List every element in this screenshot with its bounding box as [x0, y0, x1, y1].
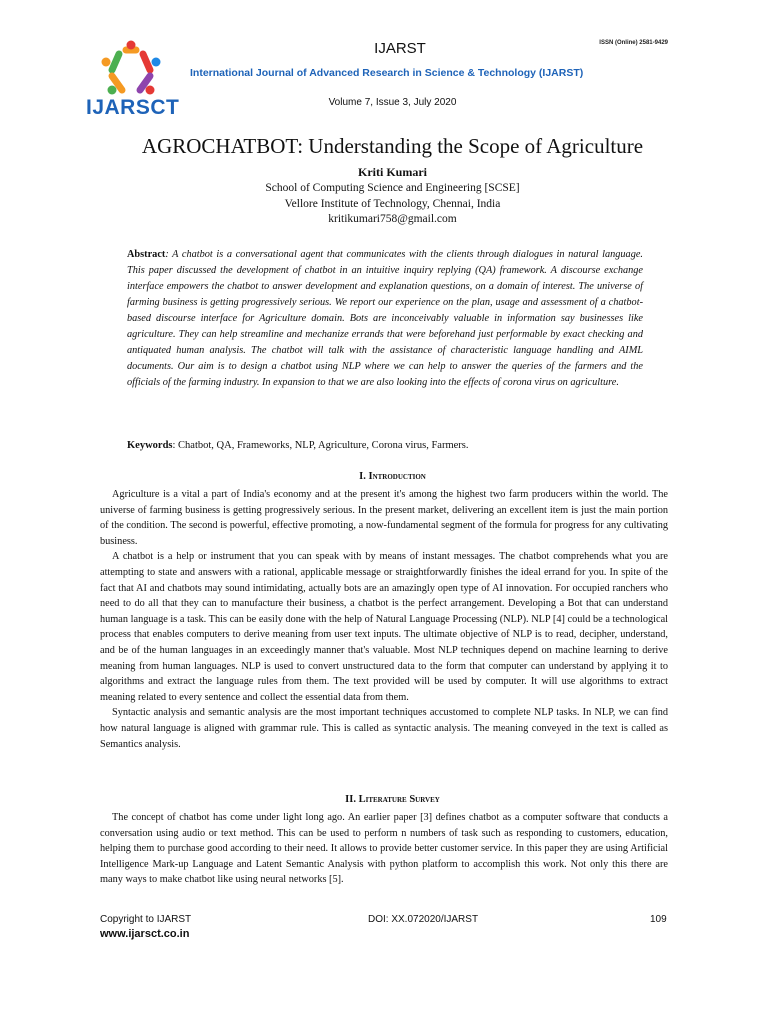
affiliation-institute: Vellore Institute of Technology, Chennai, India: [284, 197, 501, 210]
section-heading-literature-survey: II. Literature Survey: [345, 794, 440, 805]
keywords-label: Keywords: [127, 440, 173, 451]
paragraph: Syntactic analysis and semantic analysis are the most important techniques accustomed to complete NLP tasks. In NLP, we can find how natural language is aligned with grammar rule. This is called as syntactic analysis. The meaning conveyed in the text is called as Semantics analysis.: [100, 707, 668, 750]
paragraph: Agriculture is a vital a part of India's economy and at the present it's among the highest two farm producers within the world. The universe of farming business is getting progressively serious. In the present market, delivering an excellent item is just the main portion of the condition. The second is powerful, effective promoting, a now-fundamental segment of the formula for progress for any cultivating business.: [100, 489, 668, 547]
author-email: kritikumari758@gmail.com: [328, 213, 457, 225]
doi-label: DOI: XX.072020/IJARST: [368, 914, 479, 925]
logo-wordmark: IJARSCT: [86, 96, 180, 119]
section-heading-introduction: I. Introduction: [359, 471, 426, 482]
keywords: [127, 440, 643, 451]
paragraph: A chatbot is a help or instrument that you can speak with by means of instant messages. The chatbot comprehends what you are attempting to state and answers with a rational, applicable message or straightforwardly finishes the ideal errand for you. In spite of the fact that AI and chatbots may sound intimidating, actually bots are an amazingly open type of AI innovation. For occupied ranchers who need to do all that they can to manufacture their business, a chatbot is the perfect arrangement. Developing a Bot that can understand human language is a task. This can be easily done with the help of Natural Language Processing (NLP). NLP [4] could be a technological process that enables computers to derive meaning from user text inputs. The ultimate objective of NLP is to read, decipher, understand, and be of the human languages in an exceedingly manner that's valuable. Most NLP techniques depend on machine learning to derive meaning from human languages. NLP is used to convert unstructured data to the form that computer can understand by applying it to algorithms and extract the language rules from them. The text provided will be used by computer. It will use algorithms to extract meaning related to every sentence and collect the essential data from them.: [100, 551, 668, 703]
journal-website-link[interactable]: www.ijarsct.co.in: [100, 928, 190, 940]
volume-issue: Volume 7, Issue 3, July 2020: [328, 97, 457, 108]
affiliation-school: School of Computing Science and Engineering [SCSE]: [265, 182, 520, 194]
journal-abbreviation: IJARST: [374, 40, 426, 57]
journal-full-name: International Journal of Advanced Research in Science & Technology (IJARST): [190, 67, 584, 79]
abstract-text: : A chatbot is a conversational agent that communicates with the clients through dialogues in natural language. This paper discussed the development of chatbot in an intuitive inquiry replying (QA) framework. A discourse exchange interface empowers the chatbot to answer development and explanation questions, on a domain of interest. The universe of farming business is getting progressively serious. We report our experience on the plan, usage and assessment of a chatbot-based discourse interface for Agriculture domain. Bots are inconceivably valuable in information say businesses like agriculture. They can help streamline and mechanize errands that were beforehand just performable by exact checking and antiquated human analysis. The chatbot will talk with the assistance of characteristic language handling and AIML documents. Our aim is to design a chatbot using NLP where we can help to answer the queries of the farmers and the officials of the farming industry. In expansion to that we are also looking into the effects of corona virus on agriculture.: [127, 249, 643, 388]
author-name: Kriti Kumari: [358, 165, 427, 179]
keywords-text: : Chatbot, QA, Frameworks, NLP, Agriculture, Corona virus, Farmers.: [172, 440, 469, 451]
literature-survey-body: [100, 810, 668, 888]
issn-label: ISSN (Online) 2581-9429: [599, 40, 668, 46]
paper-title: AGROCHATBOT: Understanding the Scope of Agriculture: [141, 134, 644, 158]
abstract: [127, 247, 643, 391]
introduction-body: [100, 487, 668, 752]
page-number: 109: [650, 914, 667, 925]
author-affiliation: [0, 181, 768, 228]
copyright-notice: Copyright to IJARST: [100, 914, 192, 925]
abstract-label: Abstract: [127, 249, 166, 260]
paragraph: The concept of chatbot has come under light long ago. An earlier paper [3] defines chatbot as a computer software that conducts a conversation using audio or text method. This can be used to perform n numbers of task such as responding to customers, education, helping them to purchase good according to their need. It allows to provide better customer service. In this paper they are using Artificial Intelligence Mark-up Language and Latent Semantic Analysis with python platform to accomplish this work. Not only this there are many ways to make chatbot like using neural networks [5].: [100, 812, 668, 886]
